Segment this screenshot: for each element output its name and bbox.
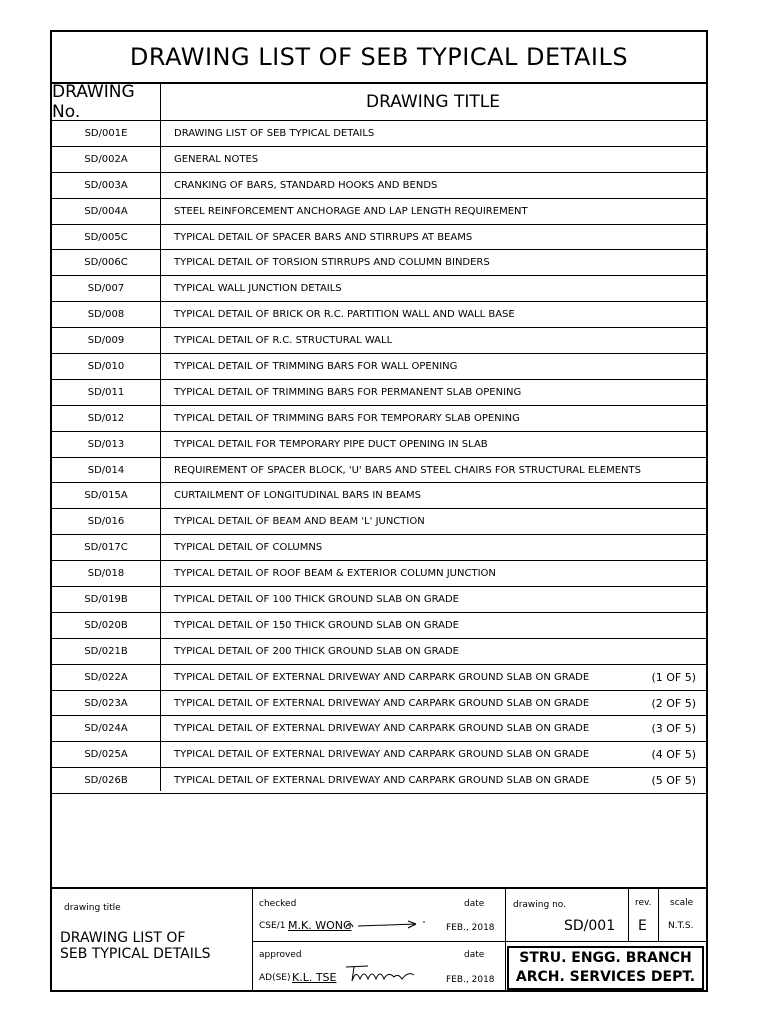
drawing-number-cell: SD/026B — [84, 775, 128, 787]
drawing-title-cell: TYPICAL DETAIL OF EXTERNAL DRIVEWAY AND CARPARK GROUND SLAB ON GRADE — [174, 671, 590, 683]
drawing-number-cell: SD/025A — [84, 749, 128, 761]
sheet-part-cell: (4 OF 5) — [651, 748, 696, 762]
table-row — [52, 380, 706, 406]
column-header-drawing-no: DRAWING No. — [52, 82, 135, 122]
drawing-number-cell: SD/017C — [84, 542, 128, 554]
checked-date-label: date — [464, 899, 485, 909]
drawing-title-cell: TYPICAL DETAIL OF R.C. STRUCTURAL WALL — [174, 335, 393, 347]
table-row — [52, 535, 706, 561]
drawing-title-cell: TYPICAL DETAIL OF TRIMMING BARS FOR TEMPORARY SLAB OPENING — [174, 412, 520, 424]
drawing-title-label: drawing title — [64, 903, 121, 913]
approved-label: approved — [259, 950, 302, 960]
drawing-number-cell: SD/021B — [84, 645, 128, 657]
table-row — [52, 328, 706, 354]
drawing-title-cell: TYPICAL DETAIL OF 100 THICK GROUND SLAB ON GRADE — [174, 593, 459, 605]
drawing-number-cell: SD/005C — [84, 231, 128, 243]
approved-name: K.L. TSE — [292, 971, 337, 984]
table-row — [52, 613, 706, 639]
drawing-title-cell: TYPICAL DETAIL OF TRIMMING BARS FOR WALL OPENING — [174, 360, 458, 372]
drawing-title-cell: TYPICAL DETAIL OF 150 THICK GROUND SLAB ON GRADE — [174, 619, 459, 631]
drawing-no-label: drawing no. — [513, 900, 566, 910]
drawing-number-cell: SD/023A — [84, 697, 128, 709]
table-row — [52, 561, 706, 587]
table-row — [52, 458, 706, 484]
table-row — [52, 509, 706, 535]
drawing-title-cell: CRANKING OF BARS, STANDARD HOOKS AND BENDS — [174, 179, 438, 191]
drawing-title-cell: TYPICAL DETAIL FOR TEMPORARY PIPE DUCT OPENING IN SLAB — [174, 438, 488, 450]
drawing-title-cell: TYPICAL WALL JUNCTION DETAILS — [174, 283, 342, 295]
drawing-number-cell: SD/004A — [84, 205, 128, 217]
drawing-number-cell: SD/003A — [84, 179, 128, 191]
sheet-part-cell: (2 OF 5) — [651, 696, 696, 710]
drawing-number-cell: SD/008 — [87, 309, 125, 321]
drawing-title-cell: TYPICAL DETAIL OF EXTERNAL DRIVEWAY AND CARPARK GROUND SLAB ON GRADE — [174, 723, 590, 735]
drawing-title-cell: TYPICAL DETAIL OF SPACER BARS AND STIRRUPS AT BEAMS — [174, 231, 473, 243]
checked-date: FEB., 2018 — [446, 923, 495, 933]
table-row — [52, 147, 706, 173]
approved-signature-icon — [342, 963, 434, 985]
table-row — [52, 587, 706, 613]
drawing-number-cell: SD/011 — [87, 386, 125, 398]
drawing-title-cell: TYPICAL DETAIL OF EXTERNAL DRIVEWAY AND CARPARK GROUND SLAB ON GRADE — [174, 749, 590, 761]
drawing-title-cell: TYPICAL DETAIL OF TRIMMING BARS FOR PERMANENT SLAB OPENING — [174, 386, 522, 398]
title-block-divider — [252, 941, 708, 942]
drawing-title-cell: TYPICAL DETAIL OF BRICK OR R.C. PARTITION WALL AND WALL BASE — [174, 309, 515, 321]
drawing-number-cell: SD/024A — [84, 723, 128, 735]
sheet-part-cell: (1 OF 5) — [651, 670, 696, 684]
table-row — [52, 665, 706, 691]
table-row — [52, 716, 706, 742]
scale-value: N.T.S. — [668, 921, 694, 931]
drawing-number-cell: SD/016 — [87, 516, 125, 528]
drawing-number-cell: SD/019B — [84, 593, 128, 605]
drawing-title-cell: TYPICAL DETAIL OF BEAM AND BEAM 'L' JUNCTION — [174, 516, 425, 528]
drawing-title-cell: TYPICAL DETAIL OF ROOF BEAM & EXTERIOR COLUMN JUNCTION — [174, 568, 496, 580]
drawing-number-cell: SD/014 — [87, 464, 125, 476]
drawing-title-line1: DRAWING LIST OF — [60, 930, 186, 946]
table-row — [52, 250, 706, 276]
drawing-number-cell: SD/012 — [87, 412, 125, 424]
checked-role: CSE/1 — [259, 921, 286, 931]
sheet-part-cell: (3 OF 5) — [651, 722, 696, 736]
drawing-no-value: SD/001 — [564, 918, 616, 934]
checked-signature-icon — [344, 918, 429, 934]
table-row — [52, 302, 706, 328]
approved-date-label: date — [464, 950, 485, 960]
drawing-title-cell: GENERAL NOTES — [174, 153, 259, 165]
table-row — [52, 483, 706, 509]
branch-name: STRU. ENGG. BRANCH — [519, 950, 692, 966]
checked-label: checked — [259, 899, 297, 909]
drawing-list-table — [52, 121, 706, 794]
table-header — [52, 84, 706, 121]
drawing-title-cell: TYPICAL DETAIL OF COLUMNS — [174, 542, 323, 554]
drawing-number-cell: SD/002A — [84, 153, 128, 165]
drawing-number-cell: SD/007 — [87, 283, 125, 295]
table-row — [52, 225, 706, 251]
approved-role: AD(SE) — [259, 973, 291, 983]
rev-value: E — [638, 918, 647, 934]
table-row — [52, 406, 706, 432]
table-row — [52, 276, 706, 302]
department-name: ARCH. SERVICES DEPT. — [515, 969, 696, 985]
table-row — [52, 432, 706, 458]
drawing-title-cell: STEEL REINFORCEMENT ANCHORAGE AND LAP LENGTH REQUIREMENT — [174, 205, 528, 217]
drawing-number-cell: SD/018 — [87, 568, 125, 580]
drawing-sheet — [50, 30, 708, 992]
scale-label: scale — [670, 898, 694, 908]
table-row — [52, 354, 706, 380]
drawing-number-cell: SD/015A — [84, 490, 128, 502]
department-box — [507, 946, 704, 990]
drawing-number-cell: SD/022A — [84, 671, 128, 683]
checked-name: M.K. WONG — [288, 919, 352, 932]
table-row — [52, 121, 706, 147]
table-row — [52, 691, 706, 717]
drawing-title-cell: DRAWING LIST OF SEB TYPICAL DETAILS — [174, 127, 375, 139]
title-block-divider — [658, 889, 659, 941]
drawing-number-cell: SD/006C — [84, 257, 128, 269]
table-row — [52, 199, 706, 225]
drawing-title-cell: CURTAILMENT OF LONGITUDINAL BARS IN BEAMS — [174, 490, 421, 502]
sheet-part-cell: (5 OF 5) — [651, 774, 696, 788]
drawing-title-cell: REQUIREMENT OF SPACER BLOCK, 'U' BARS AND STEEL CHAIRS FOR STRUCTURAL ELEMENTS — [174, 464, 641, 476]
drawing-title-cell: TYPICAL DETAIL OF 200 THICK GROUND SLAB ON GRADE — [174, 645, 459, 657]
drawing-title-line2: SEB TYPICAL DETAILS — [60, 946, 211, 962]
drawing-title-cell: TYPICAL DETAIL OF TORSION STIRRUPS AND COLUMN BINDERS — [174, 257, 490, 269]
rev-label: rev. — [635, 898, 652, 908]
sheet-title: DRAWING LIST OF SEB TYPICAL DETAILS — [52, 32, 706, 84]
title-block-divider — [628, 889, 629, 941]
table-row — [52, 742, 706, 768]
title-block — [52, 887, 706, 992]
column-header-drawing-title: DRAWING TITLE — [365, 92, 501, 112]
drawing-number-cell: SD/009 — [87, 335, 125, 347]
drawing-number-cell: SD/020B — [84, 619, 128, 631]
table-row — [52, 768, 706, 794]
drawing-title-cell: TYPICAL DETAIL OF EXTERNAL DRIVEWAY AND CARPARK GROUND SLAB ON GRADE — [174, 775, 590, 787]
table-row — [52, 173, 706, 199]
approved-date: FEB., 2018 — [446, 975, 495, 985]
drawing-number-cell: SD/001E — [84, 127, 128, 139]
drawing-number-cell: SD/013 — [87, 438, 125, 450]
drawing-number-cell: SD/010 — [87, 360, 125, 372]
drawing-title-cell: TYPICAL DETAIL OF EXTERNAL DRIVEWAY AND CARPARK GROUND SLAB ON GRADE — [174, 697, 590, 709]
table-row — [52, 639, 706, 665]
